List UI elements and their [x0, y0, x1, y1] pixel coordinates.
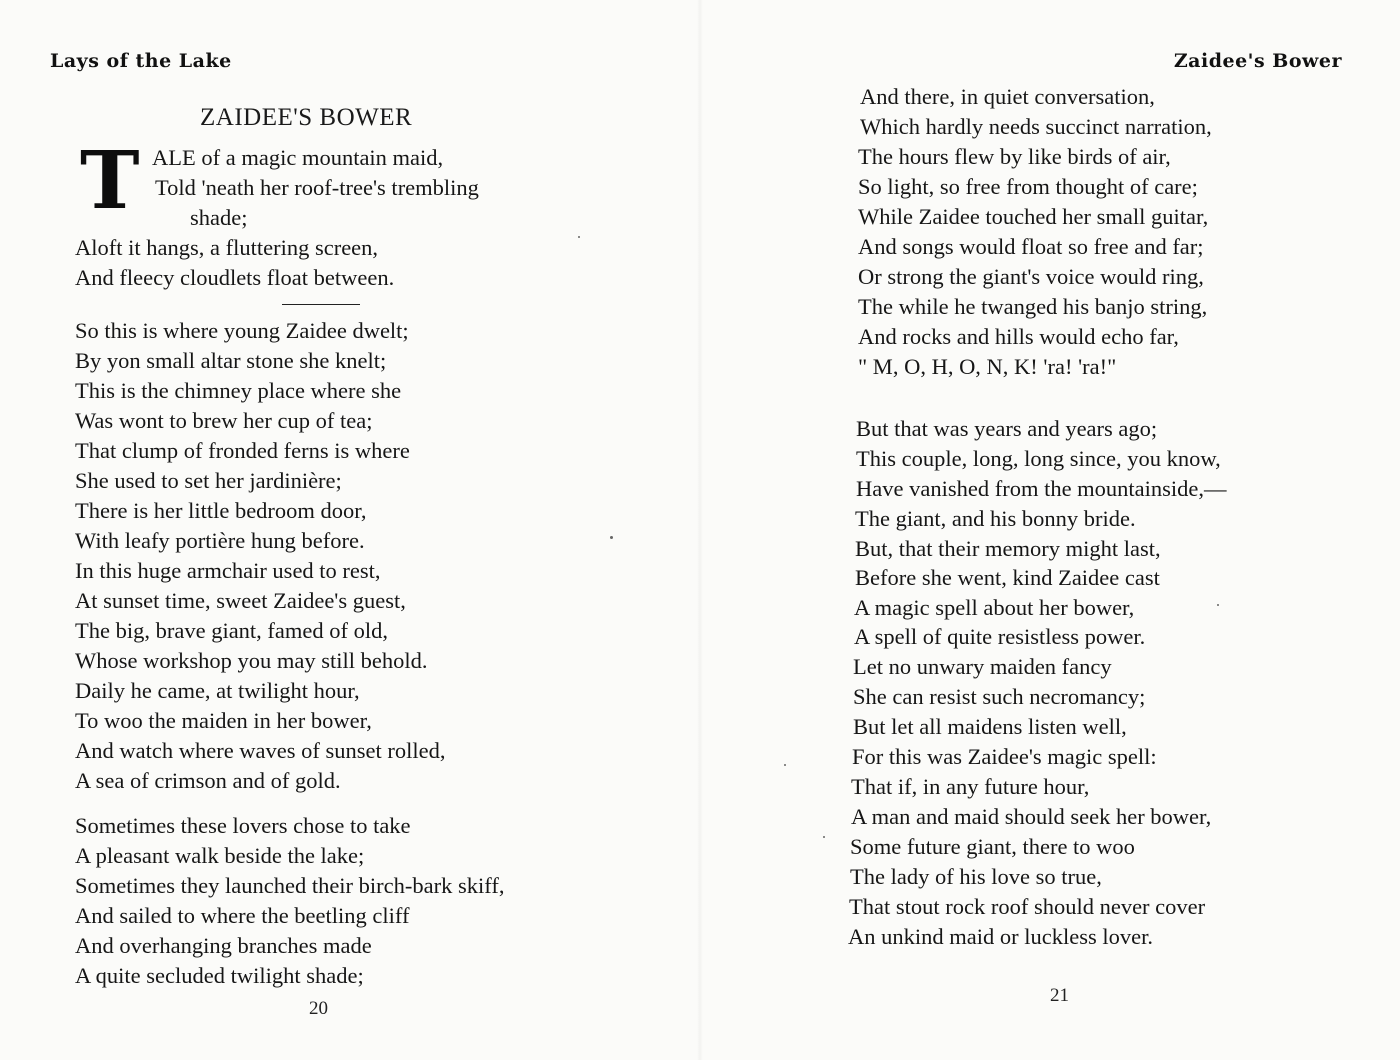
page-number-right: 21 — [1050, 985, 1069, 1006]
running-head-left: Lays of the Lake — [50, 50, 232, 72]
poem-line: " M, O, H, O, N, K! 'ra! 'ra!" — [858, 354, 1117, 379]
drop-cap: T — [80, 133, 140, 227]
poem-line: A quite secluded twilight shade; — [75, 963, 364, 988]
poem-line: Sometimes these lovers chose to take — [75, 813, 411, 838]
poem-line: shade; — [190, 205, 248, 230]
poem-line: This is the chimney place where she — [75, 378, 402, 403]
poem-line: The big, brave giant, famed of old, — [75, 618, 389, 643]
poem-line: There is her little bedroom door, — [75, 498, 367, 523]
page-number-left: 20 — [309, 998, 328, 1019]
running-head-right: Zaidee's Bower — [1173, 50, 1342, 72]
paper-speck — [578, 236, 580, 238]
poem-line: The hours flew by like birds of air, — [858, 144, 1171, 169]
poem-line: That stout rock roof should never cover — [849, 894, 1206, 919]
poem-line: For this was Zaidee's magic spell: — [852, 744, 1157, 769]
poem-line: Aloft it hangs, a fluttering screen, — [75, 235, 379, 260]
poem-title: ZAIDEE'S BOWER — [200, 104, 413, 131]
poem-line: A magic spell about her bower, — [854, 595, 1135, 620]
section-divider — [282, 304, 360, 305]
poem-line: Daily he came, at twilight hour, — [75, 678, 360, 703]
poem-line: Whose workshop you may still behold. — [75, 648, 428, 673]
paper-speck — [610, 536, 613, 539]
poem-line: An unkind maid or luckless lover. — [848, 924, 1153, 949]
poem-line: Before she went, kind Zaidee cast — [855, 565, 1160, 590]
poem-line: Told 'neath her roof-tree's trembling — [155, 175, 479, 200]
poem-line: And there, in quiet conversation, — [860, 84, 1155, 109]
poem-line: Sometimes they launched their birch-bark skiff, — [75, 873, 505, 898]
poem-line: The while he twanged his banjo string, — [858, 294, 1208, 319]
poem-line: A pleasant walk beside the lake; — [75, 843, 365, 868]
poem-line: The giant, and his bonny bride. — [855, 506, 1136, 531]
poem-line: A man and maid should seek her bower, — [851, 804, 1212, 829]
poem-line: But, that their memory might last, — [855, 536, 1161, 561]
poem-line: She used to set her jardinière; — [75, 468, 342, 493]
paper-speck — [1217, 604, 1219, 606]
poem-line: While Zaidee touched her small guitar, — [858, 204, 1209, 229]
poem-line: To woo the maiden in her bower, — [75, 708, 372, 733]
poem-line: The lady of his love so true, — [850, 864, 1102, 889]
poem-line: But that was years and years ago; — [856, 416, 1158, 441]
poem-line: So this is where young Zaidee dwelt; — [75, 318, 409, 343]
poem-line: At sunset time, sweet Zaidee's guest, — [75, 588, 406, 613]
poem-line: A sea of crimson and of gold. — [75, 768, 341, 793]
poem-line: This couple, long, long since, you know, — [856, 446, 1221, 471]
poem-line: She can resist such necromancy; — [853, 684, 1146, 709]
poem-line: Was wont to brew her cup of tea; — [75, 408, 373, 433]
poem-line: Which hardly needs succinct narration, — [860, 114, 1212, 139]
poem-line: By yon small altar stone she knelt; — [75, 348, 387, 373]
poem-line: In this huge armchair used to rest, — [75, 558, 381, 583]
poem-line: Or strong the giant's voice would ring, — [858, 264, 1204, 289]
poem-line: And sailed to where the beetling cliff — [75, 903, 410, 928]
poem-line: So light, so free from thought of care; — [858, 174, 1198, 199]
poem-line: And overhanging branches made — [75, 933, 372, 958]
poem-line: Have vanished from the mountainside,— — [856, 476, 1227, 501]
poem-line: A spell of quite resistless power. — [854, 624, 1146, 649]
poem-line: And rocks and hills would echo far, — [858, 324, 1179, 349]
poem-line: With leafy portière hung before. — [75, 528, 365, 553]
poem-line: That if, in any future hour, — [851, 774, 1090, 799]
poem-line: Let no unwary maiden fancy — [853, 654, 1112, 679]
poem-line: And watch where waves of sunset rolled, — [75, 738, 446, 763]
paper-speck — [823, 836, 825, 838]
poem-line: Some future giant, there to woo — [850, 834, 1135, 859]
poem-line: But let all maidens listen well, — [853, 714, 1127, 739]
poem-line: ALE of a magic mountain maid, — [152, 145, 444, 170]
poem-line: And fleecy cloudlets float between. — [75, 265, 395, 290]
right-page — [700, 0, 1400, 1060]
poem-line: And songs would float so free and far; — [858, 234, 1204, 259]
paper-speck — [784, 764, 786, 766]
poem-line: That clump of fronded ferns is where — [75, 438, 410, 463]
